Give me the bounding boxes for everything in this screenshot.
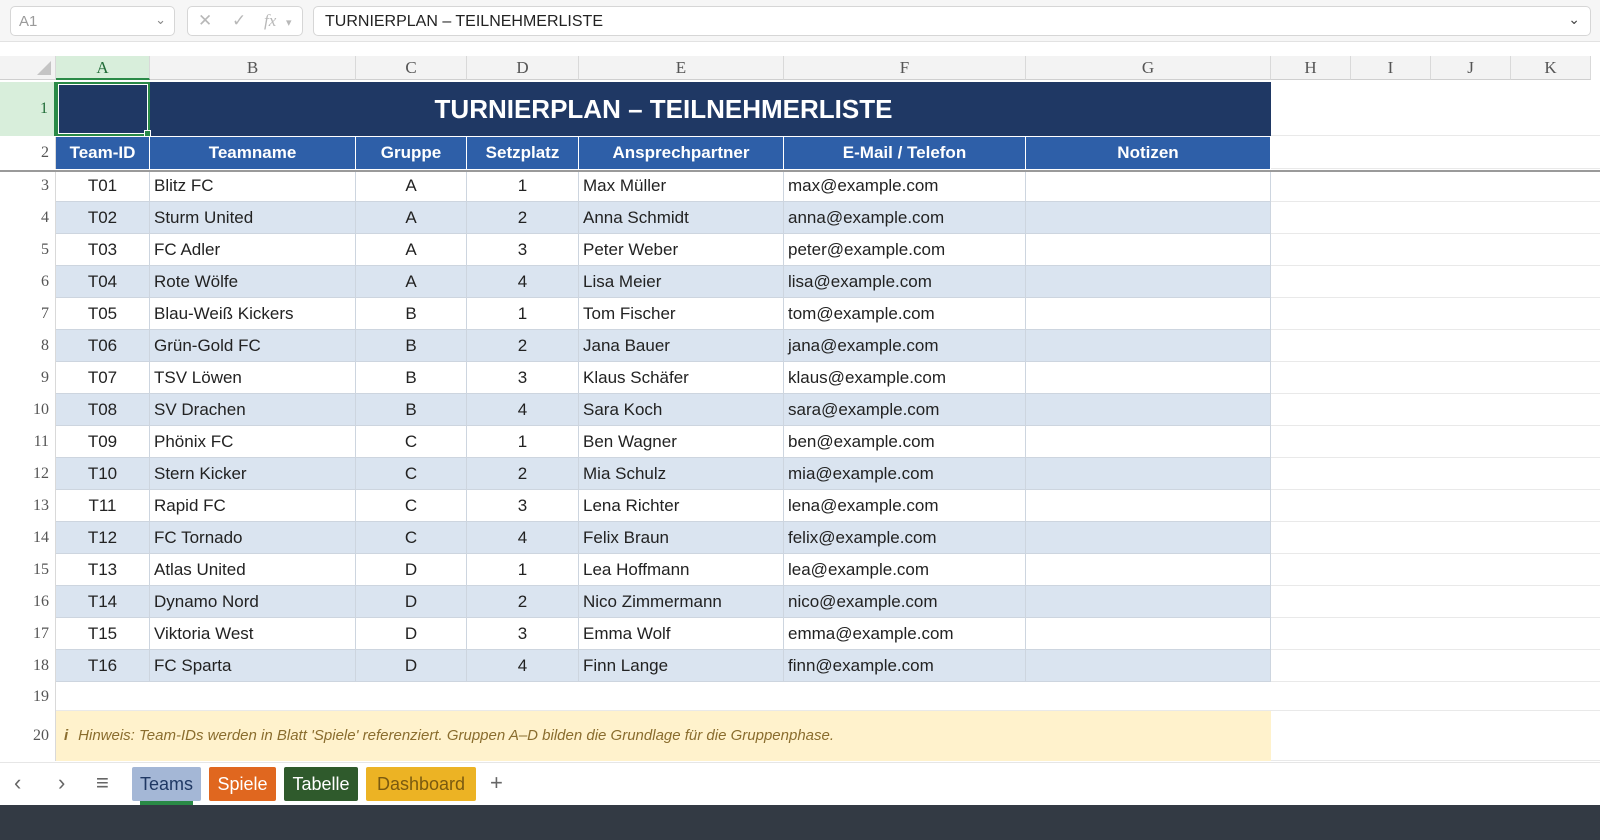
formula-value: TURNIERPLAN – TEILNEHMERLISTE [325, 13, 603, 30]
table-cell[interactable]: T13 [56, 554, 150, 586]
table-cell[interactable]: Anna Schmidt [579, 202, 784, 234]
column-header-d[interactable]: D [467, 56, 579, 80]
table-cell[interactable] [1026, 394, 1271, 426]
fill-handle[interactable] [144, 130, 151, 137]
column-header-i[interactable]: I [1351, 56, 1431, 80]
table-cell[interactable]: Rapid FC [150, 490, 356, 522]
spreadsheet-grid [0, 42, 1600, 762]
table-cell[interactable]: Ben Wagner [579, 426, 784, 458]
row-header-10[interactable]: 10 [0, 394, 56, 426]
table-cell[interactable]: Blitz FC [150, 170, 356, 202]
row-header-8[interactable]: 8 [0, 330, 56, 362]
row-header-20[interactable]: 20 [0, 711, 56, 761]
sheet-tab-bar [0, 762, 1600, 805]
table-cell[interactable]: B [356, 362, 467, 394]
table-cell[interactable]: Viktoria West [150, 618, 356, 650]
table-cell[interactable] [1026, 298, 1271, 330]
x-icon[interactable]: ✕ [198, 11, 213, 30]
table-cell[interactable]: C [356, 522, 467, 554]
column-header-c[interactable]: C [356, 56, 467, 80]
table-cell[interactable] [1026, 650, 1271, 682]
table-cell[interactable]: Stern Kicker [150, 458, 356, 490]
table-cell[interactable]: T07 [56, 362, 150, 394]
table-cell[interactable]: FC Sparta [150, 650, 356, 682]
table-cell[interactable] [1026, 522, 1271, 554]
table-cell[interactable]: TSV Löwen [150, 362, 356, 394]
table-cell[interactable]: Nico Zimmermann [579, 586, 784, 618]
table-cell[interactable] [1026, 330, 1271, 362]
table-cell[interactable]: jana@example.com [784, 330, 1026, 362]
freeze-pane-divider [0, 170, 1600, 172]
table-cell[interactable]: Tom Fischer [579, 298, 784, 330]
note-row[interactable] [56, 711, 1271, 761]
table-cell[interactable]: Jana Bauer [579, 330, 784, 362]
table-cell[interactable]: 1 [467, 170, 579, 202]
header-cell-4[interactable]: Setzplatz [467, 137, 579, 169]
table-cell[interactable]: 2 [467, 202, 579, 234]
formula-bar [0, 0, 1600, 42]
column-header-g[interactable]: G [1026, 56, 1271, 80]
expand-formula-icon[interactable]: ⌄ [1568, 11, 1580, 27]
table-cell[interactable]: 3 [467, 234, 579, 266]
table-cell[interactable]: 2 [467, 330, 579, 362]
sheet-tab-teams[interactable]: Teams [132, 767, 201, 801]
sheet-tab-dashboard[interactable]: Dashboard [366, 767, 476, 801]
table-cell[interactable] [1026, 490, 1271, 522]
table-cell[interactable]: C [356, 426, 467, 458]
table-cell[interactable]: Atlas United [150, 554, 356, 586]
formula-input[interactable] [313, 6, 1591, 36]
table-cell[interactable]: T15 [56, 618, 150, 650]
table-cell[interactable]: T16 [56, 650, 150, 682]
fx-dropdown-icon[interactable]: ▾ [286, 17, 292, 29]
table-cell[interactable]: 1 [467, 298, 579, 330]
table-cell[interactable]: Klaus Schäfer [579, 362, 784, 394]
table-cell[interactable]: 3 [467, 618, 579, 650]
table-cell[interactable]: 4 [467, 522, 579, 554]
table-cell[interactable]: Finn Lange [579, 650, 784, 682]
table-cell[interactable]: klaus@example.com [784, 362, 1026, 394]
row-header-14[interactable]: 14 [0, 522, 56, 554]
table-cell[interactable]: felix@example.com [784, 522, 1026, 554]
table-cell[interactable]: 1 [467, 426, 579, 458]
table-cell[interactable]: 3 [467, 490, 579, 522]
status-bar [0, 805, 1600, 840]
table-cell[interactable]: T04 [56, 266, 150, 298]
table-cell[interactable]: Dynamo Nord [150, 586, 356, 618]
table-cell[interactable] [1026, 266, 1271, 298]
table-cell[interactable]: peter@example.com [784, 234, 1026, 266]
table-cell[interactable]: finn@example.com [784, 650, 1026, 682]
table-cell[interactable] [1026, 170, 1271, 202]
table-cell[interactable]: Max Müller [579, 170, 784, 202]
table-cell[interactable]: 1 [467, 554, 579, 586]
row-header-19[interactable]: 19 [0, 682, 56, 711]
row-gridline [56, 682, 1600, 711]
table-cell[interactable]: Sara Koch [579, 394, 784, 426]
table-cell[interactable]: A [356, 170, 467, 202]
table-cell[interactable]: D [356, 650, 467, 682]
table-cell[interactable]: T14 [56, 586, 150, 618]
header-cell-6[interactable]: E-Mail / Telefon [784, 137, 1026, 169]
table-cell[interactable]: D [356, 586, 467, 618]
column-header-f[interactable]: F [784, 56, 1026, 80]
table-cell[interactable]: B [356, 394, 467, 426]
table-cell[interactable]: Lea Hoffmann [579, 554, 784, 586]
info-icon: i [64, 727, 69, 744]
next-sheet-icon[interactable]: › [58, 770, 66, 795]
table-cell[interactable]: FC Adler [150, 234, 356, 266]
row-header-11[interactable]: 11 [0, 426, 56, 458]
name-box-value: A1 [19, 13, 38, 30]
table-cell[interactable]: anna@example.com [784, 202, 1026, 234]
table-cell[interactable] [1026, 554, 1271, 586]
table-cell[interactable]: 2 [467, 586, 579, 618]
row-header-9[interactable]: 9 [0, 362, 56, 394]
table-cell[interactable]: Felix Braun [579, 522, 784, 554]
table-cell[interactable]: 4 [467, 650, 579, 682]
row-header-13[interactable]: 13 [0, 490, 56, 522]
table-cell[interactable]: A [356, 202, 467, 234]
sheet-title[interactable]: TURNIERPLAN – TEILNEHMERLISTE [56, 82, 1271, 136]
table-cell[interactable]: T06 [56, 330, 150, 362]
column-header-k[interactable]: K [1511, 56, 1591, 80]
table-cell[interactable]: T10 [56, 458, 150, 490]
row-header-2[interactable]: 2 [0, 137, 56, 169]
table-cell[interactable]: T08 [56, 394, 150, 426]
table-cell[interactable]: T01 [56, 170, 150, 202]
table-cell[interactable]: Emma Wolf [579, 618, 784, 650]
header-cell-5[interactable]: Ansprechpartner [579, 137, 784, 169]
table-cell[interactable] [1026, 234, 1271, 266]
row-header-4[interactable]: 4 [0, 202, 56, 234]
table-cell[interactable]: lena@example.com [784, 490, 1026, 522]
table-cell[interactable]: SV Drachen [150, 394, 356, 426]
sheet-list-menu-icon[interactable]: ≡ [96, 770, 109, 795]
fx-icon[interactable]: fx [264, 11, 277, 30]
table-cell[interactable] [1026, 426, 1271, 458]
table-cell[interactable] [1026, 362, 1271, 394]
row-header-6[interactable]: 6 [0, 266, 56, 298]
formula-actions [187, 6, 303, 36]
table-cell[interactable] [1026, 586, 1271, 618]
table-cell[interactable]: C [356, 490, 467, 522]
header-cell-7[interactable]: Notizen [1026, 137, 1271, 169]
table-cell[interactable]: emma@example.com [784, 618, 1026, 650]
row-header-15[interactable]: 15 [0, 554, 56, 586]
table-cell[interactable]: T05 [56, 298, 150, 330]
table-cell[interactable]: Blau-Weiß Kickers [150, 298, 356, 330]
table-cell[interactable]: T12 [56, 522, 150, 554]
table-cell[interactable]: T11 [56, 490, 150, 522]
table-cell[interactable]: Mia Schulz [579, 458, 784, 490]
column-header-h[interactable]: H [1271, 56, 1351, 80]
table-cell[interactable]: Peter Weber [579, 234, 784, 266]
table-cell[interactable]: 2 [467, 458, 579, 490]
table-cell[interactable]: T02 [56, 202, 150, 234]
table-cell[interactable]: FC Tornado [150, 522, 356, 554]
table-cell[interactable]: 4 [467, 266, 579, 298]
table-cell[interactable]: Sturm United [150, 202, 356, 234]
table-cell[interactable]: Lena Richter [579, 490, 784, 522]
table-cell[interactable]: T03 [56, 234, 150, 266]
table-cell[interactable]: D [356, 618, 467, 650]
table-cell[interactable]: A [356, 266, 467, 298]
table-cell[interactable]: A [356, 234, 467, 266]
row-header-1[interactable]: 1 [0, 82, 56, 136]
header-cell-1[interactable]: Team-ID [56, 137, 150, 169]
table-cell[interactable]: 4 [467, 394, 579, 426]
sheet-tab-spiele[interactable]: Spiele [209, 767, 276, 801]
table-cell[interactable]: B [356, 330, 467, 362]
table-cell[interactable]: D [356, 554, 467, 586]
table-cell[interactable]: Grün-Gold FC [150, 330, 356, 362]
prev-sheet-icon[interactable]: ‹ [14, 770, 22, 795]
add-sheet-icon[interactable]: + [490, 770, 503, 795]
table-cell[interactable]: Phönix FC [150, 426, 356, 458]
table-cell[interactable]: nico@example.com [784, 586, 1026, 618]
table-cell[interactable]: lea@example.com [784, 554, 1026, 586]
select-all-corner[interactable] [0, 56, 56, 80]
table-cell[interactable] [1026, 618, 1271, 650]
table-cell[interactable]: mia@example.com [784, 458, 1026, 490]
column-header-b[interactable]: B [150, 56, 356, 80]
chevron-down-icon[interactable]: ⌄ [155, 12, 166, 27]
column-header-j[interactable]: J [1431, 56, 1511, 80]
table-cell[interactable]: 3 [467, 362, 579, 394]
table-cell[interactable]: lisa@example.com [784, 266, 1026, 298]
row-header-5[interactable]: 5 [0, 234, 56, 266]
note-text: Hinweis: Team-IDs werden in Blatt 'Spiele' referenziert. Gruppen A–D bilden die Grundlage für die Gruppenphase. [78, 727, 835, 744]
row-header-12[interactable]: 12 [0, 458, 56, 490]
table-cell[interactable]: T09 [56, 426, 150, 458]
table-cell[interactable]: Lisa Meier [579, 266, 784, 298]
header-cell-3[interactable]: Gruppe [356, 137, 467, 169]
table-cell[interactable] [1026, 458, 1271, 490]
table-cell[interactable]: max@example.com [784, 170, 1026, 202]
table-cell[interactable] [1026, 202, 1271, 234]
table-cell[interactable]: sara@example.com [784, 394, 1026, 426]
table-cell[interactable]: C [356, 458, 467, 490]
row-header-7[interactable]: 7 [0, 298, 56, 330]
sheet-tab-tabelle[interactable]: Tabelle [284, 767, 358, 801]
check-icon[interactable]: ✓ [232, 11, 247, 30]
row-header-17[interactable]: 17 [0, 618, 56, 650]
header-cell-2[interactable]: Teamname [150, 137, 356, 169]
column-header-a[interactable]: A [56, 56, 150, 80]
table-cell[interactable]: B [356, 298, 467, 330]
table-cell[interactable]: ben@example.com [784, 426, 1026, 458]
column-header-e[interactable]: E [579, 56, 784, 80]
row-header-3[interactable]: 3 [0, 170, 56, 202]
selected-cell-a1[interactable] [56, 82, 150, 136]
name-box[interactable] [10, 6, 175, 36]
row-header-18[interactable]: 18 [0, 650, 56, 682]
table-cell[interactable]: tom@example.com [784, 298, 1026, 330]
row-header-16[interactable]: 16 [0, 586, 56, 618]
table-cell[interactable]: Rote Wölfe [150, 266, 356, 298]
